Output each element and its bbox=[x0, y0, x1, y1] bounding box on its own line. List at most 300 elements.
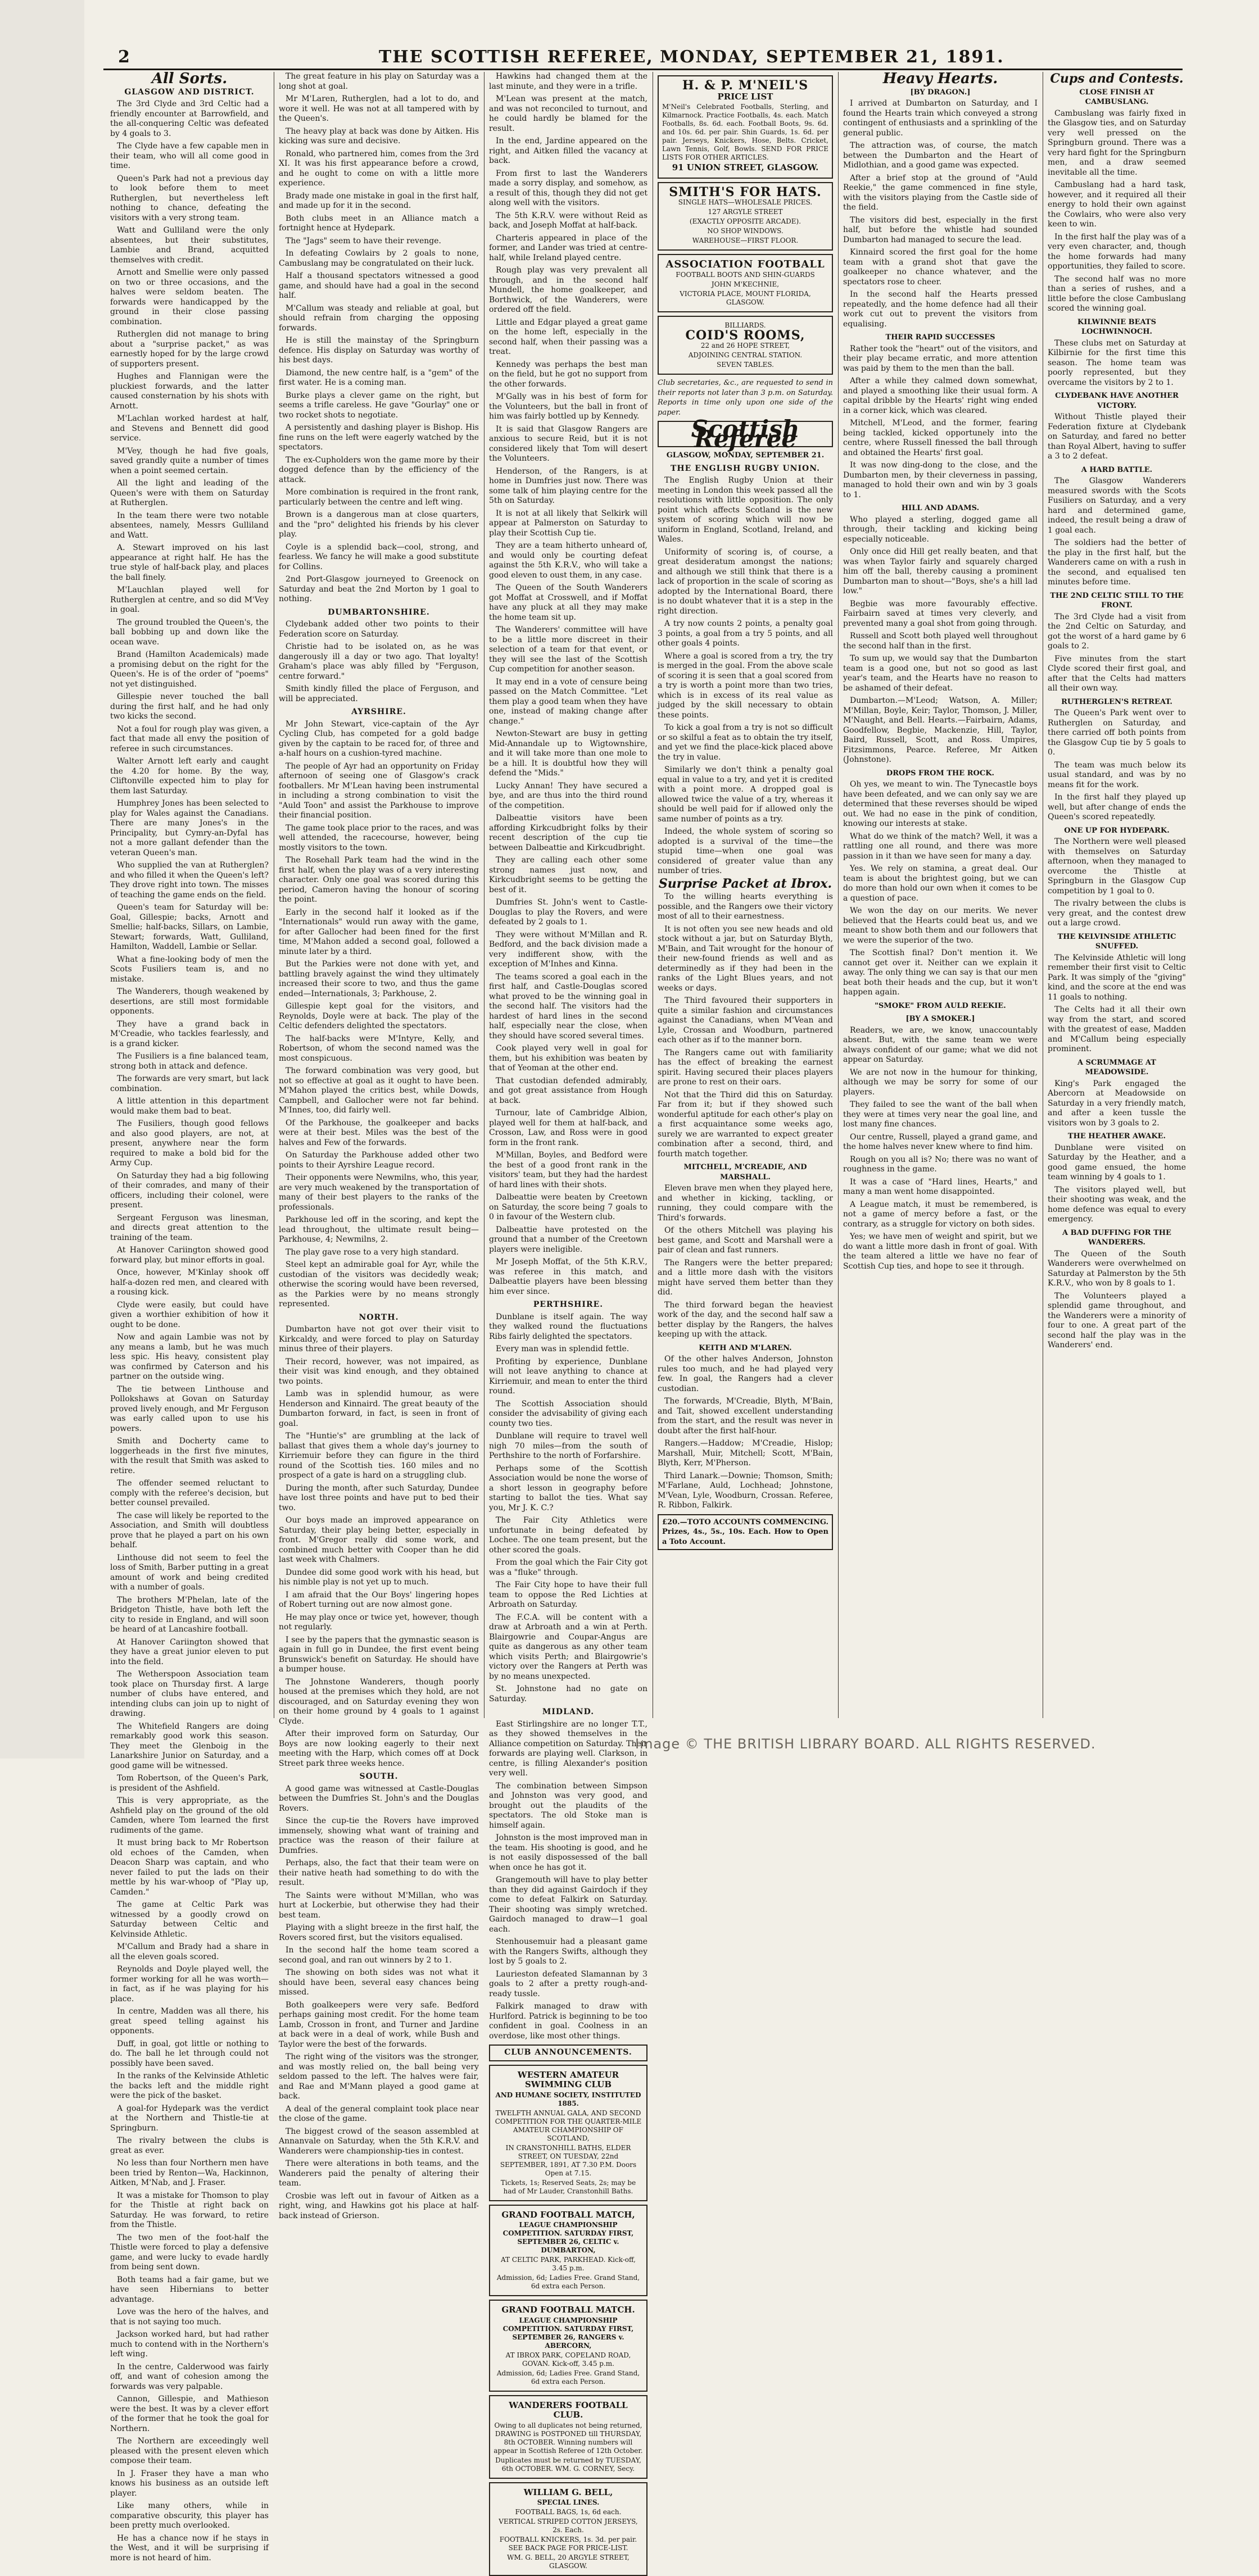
paragraph: Crosbie was left out in favour of Aitken as a right, wing, and Hawkins got his place at half-back instead of Grierson. bbox=[279, 2192, 479, 2221]
paragraph: Dumbarton have not got over their visit to Kirkcaldy, and were forced to play on Saturday minus three of their players. bbox=[279, 1325, 479, 1355]
paragraph: To kick a goal from a try is not so difficult or so skilful a feat as to obtain the try itself, and yet we find the place-kick placed above the try in value. bbox=[658, 723, 833, 762]
paragraph: He may play once or twice yet, however, though not regularly. bbox=[279, 1613, 479, 1633]
paragraph: In J. Fraser they have a man who knows his business as an outside left player. bbox=[110, 2469, 269, 2499]
paragraph: A deal of the general complaint took place near the close of the game. bbox=[279, 2105, 479, 2124]
lead-article bbox=[658, 476, 833, 876]
paragraph: In defeating Cowlairs by 2 goals to none, Cambuslang may be congratulated on their luck. bbox=[279, 249, 479, 269]
paragraph: A persistently and dashing player is Bishop. His fine runs on the left were eagerly watched by the spectators. bbox=[279, 423, 479, 453]
paragraph: The Wanderers, though weakened by desertions, are still most formidable opponents. bbox=[110, 987, 269, 1017]
paragraph: They were without M'Millan and R. Bedford, and the back division made a very indifferent show, with the exception of M'Inhes and Kinna. bbox=[489, 930, 647, 970]
paragraph: Arnott and Smellie were only passed on two or three occasions, and the halves were seldom beaten. The forwards were handicapped by the ground in their close passing combination. bbox=[110, 268, 269, 327]
paragraph: M'Vey, though he had five goals, saved grandly quite a number of times when a point seemed certain. bbox=[110, 447, 269, 476]
paragraph: Grangemouth will have to play better than they did against Gairdoch if they come to defeat Falkirk on Saturday. Their shooting was simply wretched. Gairdoch managed to draw—1 goal each. bbox=[489, 1875, 647, 1934]
mneil-price-list-ad: H. & P. M'NEIL'S PRICE LIST M'Neil's Celebrated Footballs, Sterling, and Kilmarnock. Practice Footballs, 4s. each. Match Footballs, 8s. 6d. each. Football Boots, 9s. 6d. and 10s. 6d. per pair. Shin Guards, 1s. 6d. per pair. Jerseys, Knickers, Hose, Belts. Cricket, Lawn Tennis, Golf, Bowls. SEND FOR PRICE LISTS FOR OTHER ARTICLES. 91 UNION STREET, GLASGOW. bbox=[658, 75, 833, 179]
paragraph: The Clyde have a few capable men in their team, who will all come good in time. bbox=[110, 142, 269, 171]
column-cups-and-contests bbox=[1048, 72, 1186, 1718]
subheading: THE 2ND CELTIC STILL TO THE FRONT. bbox=[1048, 591, 1186, 611]
paragraph: Diamond, the new centre half, is a "gem" of the first water. He is a coming man. bbox=[279, 369, 479, 388]
ad-line: ADJOINING CENTRAL STATION. bbox=[662, 351, 828, 360]
ad-subheading: AND HUMANE SOCIETY, INSTITUTED 1885. bbox=[493, 2091, 643, 2108]
paragraph: Humphrey Jones has been selected to play for Wales against the Canadians. There are many Jones's in the Principality, but Cymry-an-Dyfal has not a more gallant defender than the veteran Queen's man. bbox=[110, 799, 269, 858]
ad-heading: WILLIAM G. BELL, bbox=[493, 2488, 643, 2498]
paragraph: They are calling each other some strong names just now, and Kirkcudbright seems to be getting the best of it. bbox=[489, 856, 647, 895]
paragraph: The Queen of the South Wanderers were overwhelmed on Saturday at Palmerston by the 5th K.R.V., who won by 8 goals to 1. bbox=[1048, 1250, 1186, 1289]
club-announcement-ad bbox=[489, 2300, 647, 2392]
association-football-ad: ASSOCIATION FOOTBALL FOOTBALL BOOTS AND SHIN-GUARDS JOHN M'KECHNIE, VICTORIA PLACE, MOUNT FLORIDA, GLASGOW. bbox=[658, 254, 833, 312]
paragraph: Both teams had a fair game, but we have seen Hibernians to better advantage. bbox=[110, 2275, 269, 2305]
smiths-hats-ad: SMITH'S FOR HATS. SINGLE HATS—WHOLESALE PRICES. 127 ARGYLE STREET (EXACTLY OPPOSITE ARCADE). NO SHOP WINDOWS. WAREHOUSE—FIRST FLOOR. bbox=[658, 182, 833, 251]
paragraph: Clyde were easily, but could have given a worthier exhibition of how it ought to be done. bbox=[110, 1301, 269, 1330]
paragraph: It was a case of "Hard lines, Hearts," and many a man went home disappointed. bbox=[843, 1178, 1038, 1197]
paragraph: Brady made one mistake in goal in the first half, and made up for it in the second. bbox=[279, 192, 479, 211]
subheading: DUMBARTONSHIRE. bbox=[279, 608, 479, 618]
paragraph: Not a foul for rough play was given, a fact that made all envy the position of referee in such circumstances. bbox=[110, 725, 269, 755]
paragraph: The rivalry between the clubs is very great, and the contest drew out a large crowd. bbox=[1048, 899, 1186, 929]
paragraph: Clydebank added other two points to their Federation score on Saturday. bbox=[279, 620, 479, 639]
paragraph: More combination is required in the front rank, particularly between the centre and left wing. bbox=[279, 488, 479, 507]
paragraph: Of the Parkhouse, the goalkeeper and backs were at their best. Miles was the best of the halves and Few of the forwards. bbox=[279, 1119, 479, 1148]
paragraph: All the light and leading of the Queen's were with them on Saturday at Rutherglen. bbox=[110, 479, 269, 508]
section-heading: Heavy Hearts. bbox=[843, 74, 1038, 84]
paragraph: Cambuslang was fairly fixed in the Glasgow ties, and on Saturday very well pressed on the Springburn ground. There was a very hard fight for the Springburn men, and a draw seemed inevitable all the time. bbox=[1048, 109, 1186, 178]
subheading: DROPS FROM THE ROCK. bbox=[843, 769, 1038, 779]
paragraph: To sum up, we would say that the Dumbarton team is a good one, but not so good as last year's team, and the Hearts have no reason to be ashamed of their defeat. bbox=[843, 654, 1038, 693]
paragraph: It must bring back to Mr Robertson old echoes of the Camden, when Deacon Sharp was captain, and who never failed to put the lads on their mettle by his war-whoop of "Play up, Camden." bbox=[110, 1838, 269, 1897]
paragraph: Cannon, Gillespie, and Mathieson were the best. It was by a clever effort of the former that he took the goal for Northern. bbox=[110, 2395, 269, 2434]
paragraph: M'Lean was present at the match, and was not reconciled to turnout, and he could hardly be blamed for the result. bbox=[489, 94, 647, 134]
paragraph: On Saturday they had a big following of their comrades, and many of their officers, including their colonel, were present. bbox=[110, 1171, 269, 1211]
paragraph: This is very appropriate, as the Ashfield play on the ground of the old Camden, where Tom learned the first rudiments of the game. bbox=[110, 1796, 269, 1836]
paragraph: Mr Joseph Moffat, of the 5th K.R.V., was referee in this match, and Dalbeattie players have been blessing him ever since. bbox=[489, 1257, 647, 1297]
ad-heading: WANDERERS FOOTBALL CLUB. bbox=[493, 2401, 643, 2420]
paragraph: Stenhousemuir had a pleasant game with the Rangers Swifts, although they lost by 5 goals to 2. bbox=[489, 1937, 647, 1967]
paragraph: Cambuslang had a hard task, however, and it required all their energy to hold their own against the Cowlairs, who were also very keen to win. bbox=[1048, 180, 1186, 230]
paragraph: Perhaps some of the Scottish Association would be none the worse of a short lesson in geography before starting to ballot the ties. What say you, Mr J. K. C.? bbox=[489, 1464, 647, 1514]
club-announcement-ad bbox=[489, 2482, 647, 2576]
paragraph: Henderson, of the Rangers, is at home in Dumfries just now. There was some talk of him playing centre for the 5th on Saturday. bbox=[489, 467, 647, 506]
article-body bbox=[279, 620, 479, 704]
paragraph: Hawkins had changed them at the last minute, and they were in a trifle. bbox=[489, 72, 647, 92]
paragraph: The 3rd Clyde had a visit from the 2nd Celtic on Saturday, and got the worst of a hard game by 6 goals to 2. bbox=[1048, 612, 1186, 652]
paragraph: The Northern were well pleased with themselves on Saturday afternoon, when they managed to overcome the Thistle at Springburn in the Glasgow Cup competition by 1 goal to 0. bbox=[1048, 837, 1186, 896]
paragraph: Love was the hero of the halves, and that is not saying too much. bbox=[110, 2307, 269, 2327]
paragraph: The forward combination was very good, but not so effective at goal as it ought to have been. M'Mahon played the critics best, while Dowds, Campbell, and Gallocher were not far behind. M'Innes, too, did fairly well. bbox=[279, 1066, 479, 1116]
ad-line: VERTICAL STRIPED COTTON JERSEYS, 2s. Each. bbox=[493, 2518, 643, 2534]
column-3 bbox=[489, 72, 647, 1718]
ad-line: Duplicates must be returned by TUESDAY, 6th OCTOBER. WM. G. CORNEY, Secy. bbox=[493, 2456, 643, 2473]
ad-subheading: LEAGUE CHAMPIONSHIP COMPETITION. SATURDAY FIRST, SEPTEMBER 26, RANGERS v. ABERCORN, bbox=[493, 2316, 643, 2350]
issue-dateline: GLASGOW, MONDAY, SEPTEMBER 21. bbox=[658, 451, 833, 461]
paragraph: The visitors did best, especially in the first half, but before the whistle had sounded Dumbarton had managed to secure the lead. bbox=[843, 216, 1038, 246]
ad-line: NO SHOP WINDOWS. bbox=[662, 227, 828, 235]
paragraph: Uniformity of scoring is, of course, a great desideratum amongst the nations; and although we still think that there is a lack of proportion in the scale of scoring as adopted by the International Board, there is no doubt whatever that it is a step in the right direction. bbox=[658, 548, 833, 617]
subheading: THEIR RAPID SUCCESSES bbox=[843, 333, 1038, 343]
paragraph: Playing with a slight breeze in the first half, the Rovers scored first, but the visitors equalised. bbox=[279, 1923, 479, 1943]
section-heading: All Sorts. bbox=[110, 74, 269, 84]
paragraph: The 5th K.R.V. were without Reid as back, and Joseph Moffat at half-back. bbox=[489, 211, 647, 231]
paragraph: Our centre, Russell, played a grand game, and the home halves never knew where to find him. bbox=[843, 1133, 1038, 1152]
paragraph: Begbie was more favourably effective. Fairbairn saved at times very cleverly, and prevented many a goal shot from going through. bbox=[843, 599, 1038, 629]
paragraph: Johnston is the most improved man in the team. His shooting is good, and he is not easily dispossessed of the ball when once he has got it. bbox=[489, 1833, 647, 1873]
paragraph: In centre, Madden was all there, his great speed telling against his opponents. bbox=[110, 2007, 269, 2037]
paragraph: The forwards are very smart, but lack combination. bbox=[110, 1074, 269, 1094]
paragraph: The brothers M'Phelan, late of the Bridgeton Thistle, have both left the city to reside in England, and will soon be heard of at Lancashire football. bbox=[110, 1596, 269, 1635]
paragraph: The offender seemed reluctant to comply with the referee's decision, but better counsel prevailed. bbox=[110, 1479, 269, 1509]
paragraph: Falkirk managed to draw with Hurlford. Patrick is beginning to be too confident in goal. Coolness in an overdose, like most other things. bbox=[489, 2002, 647, 2041]
paragraph: Dunblane were visited on Saturday by the Heather, and a good game ensued, the home team winning by 4 goals to 1. bbox=[1048, 1143, 1186, 1183]
paragraph: On Saturday the Parkhouse added other two points to their Ayrshire League record. bbox=[279, 1151, 479, 1170]
article-body bbox=[279, 72, 479, 605]
paragraph: Oh yes, we meant to win. The Tynecastle boys have been defeated, and we can only say we are determined that these reverses should be wiped out. We had no ease in the pink of condition, knowing our interests at stake. bbox=[843, 780, 1038, 829]
club-announcement-ad bbox=[489, 2395, 647, 2479]
paragraph: The rivalry between the clubs is great as ever. bbox=[110, 2136, 269, 2156]
paragraph: A try now counts 2 points, a penalty goal 3 points, a goal from a try 5 points, and all other goals 4 points. bbox=[658, 619, 833, 649]
paragraph: Dunblane will require to travel well nigh 70 miles—from the south of Perthshire to the north of Forfarshire. bbox=[489, 1432, 647, 1461]
paragraph: M'Lachlan worked hardest at half, and Stevens and Bennett did good service. bbox=[110, 414, 269, 444]
subheading: A SCRUMMAGE AT MEADOWSIDE. bbox=[1048, 1058, 1186, 1078]
paragraph: The F.C.A. will be content with a draw at Arbroath and a win at Perth. Blairgowrie and Coupar-Angus are quite as dangerous as any other team which visits Perth; and Blairgowrie's victory over the Rangers at Perth was by no means unexpected. bbox=[489, 1613, 647, 1682]
paragraph: Dumfries St. John's went to Castle-Douglas to play the Rovers, and were defeated by 2 goals to 1. bbox=[489, 898, 647, 928]
paragraph: The Rosehall Park team had the wind in the first half, when the play was of a very interesting character. Only one goal was scored during this period, Cameron having the honour of scoring the point. bbox=[279, 856, 479, 905]
paragraph: Newton-Stewart are busy in getting Mid-Annandale up to Wigtownshire, and it will take more than one mole to be a hill. It is doubtful how they will defend the "Mids." bbox=[489, 729, 647, 779]
paragraph: But the Parkies were not done with yet, and battling bravely against the wind they ultimately increased their score to two, and thus the game ended—Internationals, 3; Parkhouse, 2. bbox=[279, 960, 479, 999]
paragraph: Gillespie never touched the ball during the first half, and he had only two kicks the second. bbox=[110, 692, 269, 722]
paragraph: M'Callum and Brady had a share in all the eleven goals scored. bbox=[110, 1942, 269, 1962]
paragraph: No less than four Northern men have been tried by Renton—Wa, Hackinnon, Aitken, M'Nab, and J. Fraser. bbox=[110, 2159, 269, 2188]
article-body bbox=[658, 892, 833, 1159]
paragraph: Who played a sterling, dogged game all through, their tackling and kicking being especially noticeable. bbox=[843, 515, 1038, 545]
byline: [BY DRAGON.] bbox=[843, 88, 1038, 98]
article-body bbox=[489, 1312, 647, 1705]
column-4 bbox=[658, 72, 833, 1718]
paragraph: Both clubs meet in an Alliance match a fortnight hence at Hydepark. bbox=[279, 214, 479, 234]
paragraph: The attraction was, of course, the match between the Dumbarton and the Heart of Midlothian, and a good game was expected. bbox=[843, 141, 1038, 171]
paragraph: Jackson worked hard, but had rather much to contend with in the Northern's left wing. bbox=[110, 2330, 269, 2360]
paragraph: The Queen's Park went over to Rutherglen on Saturday, and there carried off both points from the Glasgow Cup tie by 5 goals to 0. bbox=[1048, 708, 1186, 758]
article-body bbox=[843, 780, 1038, 998]
paragraph: The ground troubled the Queen's, the ball bobbing up and down like the ocean wave. bbox=[110, 618, 269, 648]
paragraph: Dalbeattie visitors have been affording Kirkcudbright folks by their recent description of the cup tie between Dalbeattie and Kirkcudbright. bbox=[489, 814, 647, 853]
ad-line: (EXACTLY OPPOSITE ARCADE). bbox=[662, 217, 828, 226]
ad-line: 127 ARGYLE STREET bbox=[662, 208, 828, 216]
subheading: A HARD BATTLE. bbox=[1048, 465, 1186, 475]
paragraph: The 3rd Clyde and 3rd Celtic had a friendly encounter at Barrowfield, and the all-conquering Celtic was defeated by 4 goals to 3. bbox=[110, 99, 269, 139]
article-body bbox=[658, 1184, 833, 1340]
ad-line: VICTORIA PLACE, MOUNT FLORIDA, GLASGOW. bbox=[662, 290, 828, 307]
subheading: THE KELVINSIDE ATHLETIC SNUFFED. bbox=[1048, 932, 1186, 952]
paragraph: The Scottish final? Don't mention it. We cannot get over it. Neither can we explain it away. The only thing we can say is that our men beat both their heads and the cup, but it won't happen again. bbox=[843, 948, 1038, 998]
paragraph: M'Callum was steady and reliable at goal, but should refrain from charging the opposing forwards. bbox=[279, 304, 479, 334]
article-body bbox=[658, 1355, 833, 1511]
paragraph: Eleven brave men when they played here, and whether in kicking, tackling, or running, they could compare with the Third's forwards. bbox=[658, 1184, 833, 1223]
article-body bbox=[279, 1325, 479, 1769]
paragraph: Similarly we don't think a penalty goal equal in value to a try, and yet it is credited with a point more. A dropped goal is allowed twice the value of a try, whereas it should be well paid for if allowed only the same number of points as a try. bbox=[658, 765, 833, 824]
club-announcement-ad bbox=[489, 2205, 647, 2297]
column-rule bbox=[838, 72, 839, 1718]
paragraph: Mr M'Laren, Rutherglen, had a lot to do, and wore it well. He was not at all tampered with by the Queen's. bbox=[279, 94, 479, 124]
paragraph: Of the others Mitchell was playing his best game, and Scott and Marshall were a pair of clean and fast runners. bbox=[658, 1226, 833, 1256]
subheading: MIDLAND. bbox=[489, 1707, 647, 1718]
paragraph: Kennedy was perhaps the best man on the field, but he got no support from the other forwards. bbox=[489, 360, 647, 390]
paragraph: The third forward began the heaviest work of the day, and the second half saw a better display by the Rangers, the halves keeping up with the attack. bbox=[658, 1301, 833, 1340]
paragraph: Hughes and Flannigan were the pluckiest forwards, and the latter caused consternation by his shots with Arnott. bbox=[110, 372, 269, 411]
subheading: "SMOKE" FROM AULD REEKIE. bbox=[843, 1001, 1038, 1011]
subheading: NORTH. bbox=[279, 1313, 479, 1323]
paragraph: Dalbeattie were beaten by Creetown on Saturday, the score being 7 goals to 0 in favour of the Western club. bbox=[489, 1193, 647, 1223]
ad-line: AT CELTIC PARK, PARKHEAD. Kick-off, 3.45 p.m. bbox=[493, 2256, 643, 2273]
paragraph: In the second half the Hearts pressed repeatedly, and the home defence had all their work cut out to prevent the visitors from equalising. bbox=[843, 290, 1038, 329]
paragraph: At Hanover Cariington showed that they have a great junior eleven to put into the field. bbox=[110, 1638, 269, 1668]
paragraph: Turnour, late of Cambridge Albion, played well for them at half-back, and Crosson, Law, and Ross were in good form in the front rank. bbox=[489, 1108, 647, 1148]
paragraph: It may end in a vote of censure being passed on the Match Committee. "Let them play a good team when they have one, instead of making change after change." bbox=[489, 678, 647, 727]
paragraph: I see by the papers that the gymnastic season is again in full go in Dundee, the first event being Brunswick's benefit on Saturday. He should have a bumper house. bbox=[279, 1635, 479, 1675]
paragraph: Reynolds and Doyle played well, the former working for all he was worth—in fact, as if he was playing for his place. bbox=[110, 1965, 269, 2004]
paragraph: In the first half the play was of a very even character, and, though the home forwards had many opportunities, they failed to score. bbox=[1048, 233, 1186, 272]
paragraph: From first to last the Wanderers made a sorry display, and somehow, as a result of this, though they did not get along well with the visitors. bbox=[489, 169, 647, 208]
paragraph: The soldiers had the better of the play in the first half, but the Wanderers came on with a rush in the second, and equalised ten minutes before time. bbox=[1048, 538, 1186, 588]
nameplate: Scottish Referee bbox=[658, 421, 833, 447]
article-body bbox=[843, 1026, 1038, 1272]
ad-line: WM. G. BELL, 20 ARGYLE STREET, GLASGOW. bbox=[493, 2554, 643, 2570]
paragraph: Watt and Gulliland were the only absentees, but their substitutes, Lambie and Brand, acquitted themselves with credit. bbox=[110, 226, 269, 265]
paragraph: Dundee did some good work with his head, but his nimble play is not yet up to much. bbox=[279, 1568, 479, 1588]
paragraph: The Celts had it all their own way from the start, and scored with the greatest of ease, Madden and M'Callum being especially prominent. bbox=[1048, 1005, 1186, 1055]
paragraph: Of the other halves Anderson, Johnston rules too much, and he had played very few. In goal, the Rangers had a clever custodian. bbox=[658, 1355, 833, 1394]
subheading: KILWINNIE BEATS LOCHWINNOCH. bbox=[1048, 317, 1186, 337]
paragraph: The Whitefield Rangers are doing remarkably good work this season. They meet the Glenboig in the Lanarkshire Junior on Saturday, and a good game will be witnessed. bbox=[110, 1722, 269, 1771]
paragraph: Yes. We rely on stamina, a great deal. Our team is about the brightest going, but we can do more than hold our own when it comes to be a question of pace. bbox=[843, 864, 1038, 903]
paragraph: Rutherglen did not manage to bring about a "surprise packet," as was earnestly hoped for by the large crowd of supporters present. bbox=[110, 330, 269, 369]
paragraph: The heavy play at back was done by Aitken. His kicking was sure and decisive. bbox=[279, 127, 479, 147]
column-all-sorts bbox=[110, 72, 269, 1718]
paragraph: It was a mistake for Thomson to play for the Thistle at right back on Saturday. He was forward, to retire from the Thistle. bbox=[110, 2191, 269, 2230]
paragraph: They have a grand back in M'Creadie, who tackles fearlessly, and is a grand kicker. bbox=[110, 1020, 269, 1050]
paragraph: Brand (Hamilton Academicals) made a promising debut on the right for the Queen's. He is of the order of "poems" not yet distinguished. bbox=[110, 650, 269, 689]
paragraph: Dumbarton.—M'Leod; Watson, A. Miller; M'Millan, Boyle, Keir; Taylor, Thomson, J. Miller, M'Naught, and Bell. Hearts.—Fairbairn, Adams, Goodfellow, Begbie, Mackenzie, Hill, Taylor, Baird, Russell, Scott, and Ross. Umpires, Fitzsimmons, Pearce. Referee, Mr Aitken (Johnstone). bbox=[843, 696, 1038, 765]
paragraph: Every man was in splendid fettle. bbox=[489, 1344, 647, 1355]
paragraph: It is said that Glasgow Rangers are anxious to secure Reid, but it is not considered likely that Tom will desert the Volunteers. bbox=[489, 425, 647, 464]
paragraph: The Queen of the South Wanderers got Moffat at Crosswell, and if Moffat have any pluck at all they may make the home team sit up. bbox=[489, 583, 647, 623]
paragraph: Their opponents were Newmilns, who, this year, are very much weakened by the transportation of many of their best players to the ranks of the professionals. bbox=[279, 1173, 479, 1212]
ad-line: Admission, 6d; Ladies Free. Grand Stand, 6d extra each Person. bbox=[493, 2369, 643, 2386]
paragraph: The English Rugby Union at their meeting in London this week passed all the resolutions with little opposition. The only point which affects Scotland is the new system of scoring which will now be uniform in England, Scotland, Ireland, and Wales. bbox=[658, 476, 833, 545]
paragraph: Burke plays a clever game on the right, but seems a trifle careless. He gave "Gourlay" one or two rocket shots to negotiate. bbox=[279, 391, 479, 421]
newspaper-title: THE SCOTTISH REFEREE, bbox=[379, 47, 654, 67]
subheading: PERTHSHIRE. bbox=[489, 1300, 647, 1310]
paragraph: It was now ding-dong to the close, and the Dumbarton men, by their cleverness in passing, managed to hold their own and win by 3 goals to 1. bbox=[843, 461, 1038, 500]
paragraph: Walter Arnott left early and caught the 4.20 for home. By the way, Cliftonville expected him to play for them last Saturday. bbox=[110, 757, 269, 796]
page-number: 2 bbox=[118, 47, 130, 67]
paragraph: Perhaps, also, the fact that their team were on their native heath had something to do with the result. bbox=[279, 1859, 479, 1888]
paragraph: The ex-Cupholders won the game more by their dogged defence than by the efficiency of the attack. bbox=[279, 456, 479, 485]
paragraph: It is not at all likely that Selkirk will appear at Palmerston on Saturday to play their Scottish Cup tie. bbox=[489, 509, 647, 539]
paragraph: Cook played very well in goal for them, but his exhibition was beaten by that of Yeoman at the other end. bbox=[489, 1044, 647, 1074]
paragraph: Queen's team for Saturday will be: Goal, Gillespie; backs, Arnott and Smellie; half-backs, Sillars, on Lambie, Stewart; forwards, Watt, Gulliland, Hamilton, Waddell, Lambie or Sellar. bbox=[110, 903, 269, 952]
paragraph: Charteris appeared in place of the former, and Lander was tried at centre-half, while Ireland played centre. bbox=[489, 234, 647, 263]
paragraph: A. Stewart improved on his last appearance at right half. He has the true style of half-back play, and places the ball finely. bbox=[110, 543, 269, 583]
paragraph: Since the cup-tie the Rovers have improved immensely, showing what want of training and practice was the reason of their failure at Dumfries. bbox=[279, 1816, 479, 1856]
section-heading: Cups and Contests. bbox=[1048, 74, 1186, 84]
ad-heading: GRAND FOOTBALL MATCH. bbox=[493, 2305, 643, 2315]
paragraph: Linthouse did not seem to feel the loss of Smith, Barber putting in a great amount of work and being credited with a number of goals. bbox=[110, 1553, 269, 1593]
column-heavy-hearts bbox=[843, 72, 1038, 1718]
paragraph: Rough play was very prevalent all through, and in the second half Mundell, the home goalkeeper, and Borthwick, of the Wanderers, were ordered off the field. bbox=[489, 266, 647, 315]
ad-line: AT IBROX PARK, COPELAND ROAD, GOVAN. Kick-off, 3.45 p.m. bbox=[493, 2351, 643, 2368]
ad-line: Admission, 6d; Ladies Free. Grand Stand, 6d extra each Person. bbox=[493, 2274, 643, 2291]
subheading: THE HEATHER AWAKE. bbox=[1048, 1132, 1186, 1142]
paragraph: The Third favoured their supporters in quite a similar fashion and circumstances against the Canadians, when M'Vean and Lyle, Crossan and Woodburn, partnered each other as if to the manner born. bbox=[658, 996, 833, 1046]
paragraph: After a brief stop at the ground of "Auld Reekie," the game commenced in fine style, with the visitors playing from the Castle side of the field. bbox=[843, 174, 1038, 213]
page-edge bbox=[0, 0, 84, 1759]
paragraph: He has a chance now if he stays in the West, and it will be surprising if more is not heard of him. bbox=[110, 2534, 269, 2564]
paragraph: Early in the second half it looked as if the "Internationals" would run away with the game, for after Gallocher had been fined for the first time, M'Mahon added a second goal, followed a minute later by a third. bbox=[279, 908, 479, 957]
paragraph: In the first half they played up well, but after change of ends the Queen's scored repeatedly. bbox=[1048, 793, 1186, 823]
paragraph: Duff, in goal, got little or nothing to do. The ball he let through could not possibly have been saved. bbox=[110, 2039, 269, 2069]
paragraph: Dalbeattie have protested on the ground that a number of the Creetown players were ineligible. bbox=[489, 1225, 647, 1255]
article-body bbox=[489, 72, 647, 1297]
paragraph: After a while they calmed down somewhat, and played a smoothing like their usual form. A capital dribble by the Hearts' right wing ended in a corner kick, which was cleared. bbox=[843, 376, 1038, 416]
paragraph: Russell and Scott both played well throughout the second half than in the first. bbox=[843, 631, 1038, 651]
ad-line: WAREHOUSE—FIRST FLOOR. bbox=[662, 237, 828, 245]
paragraph: Rangers.—Haddow; M'Creadie, Hislop; Marshall, Muir, Mitchell; Scott, M'Bain, Blyth, Kerr, M'Pherson. bbox=[658, 1439, 833, 1469]
article-body bbox=[279, 1784, 479, 2221]
ad-line: SINGLE HATS—WHOLESALE PRICES. bbox=[662, 198, 828, 207]
club-announcement-ad bbox=[489, 2065, 647, 2201]
ad-line: 22 and 26 HOPE STREET, bbox=[662, 342, 828, 350]
ad-line: IN CRANSTONHILL BATHS, ELDER STREET, ON TUESDAY, 22nd SEPTEMBER, 1891, AT 7.30 P.M. Doors Open at 7.15. bbox=[493, 2144, 643, 2178]
paragraph: The tie between Linthouse and Pollokshaws at Govan on Saturday proved lively enough, and Mr Ferguson was early called upon to use his powers. bbox=[110, 1385, 269, 1434]
paragraph: During the month, after such Saturday, Dundee have lost three points and have put to bed their two. bbox=[279, 1484, 479, 1514]
article-body bbox=[489, 1720, 647, 2042]
surprise-heading: Surprise Packet at Ibrox. bbox=[658, 879, 833, 889]
paragraph: It is not often you see new heads and old stock without a jar, but on Saturday Blyth, M'Bain, and Tait wrought for the honour of their new-found friends as well and as determinedly as if they had been in the ranks of the Light Blues years, and not weeks or days. bbox=[658, 925, 833, 994]
paragraph: M'Millan, Boyles, and Bedford were the best of a good front rank in the visitors' team, but they had the hardest of hard lines with their shots. bbox=[489, 1151, 647, 1190]
subheading: ONE UP FOR HYDEPARK. bbox=[1048, 826, 1186, 836]
paragraph: What a fine-looking body of men the Scots Fusiliers team is, and no mistake. bbox=[110, 955, 269, 985]
paragraph: Lucky Annan! They have secured a bye, and are thus into the third round of the competition. bbox=[489, 782, 647, 811]
subheading: SOUTH. bbox=[279, 1772, 479, 1782]
paragraph: Where a goal is scored from a try, the try is merged in the goal. From the above scale of scoring it is seen that a goal scored from a try is worth a point more than two tries, which is in excess of its real value as judged by the skill necessary to obtain these points. bbox=[658, 652, 833, 721]
paragraph: The visitors played well, but their shooting was weak, and the home defence was equal to every emergency. bbox=[1048, 1185, 1186, 1225]
ad-line: JOHN M'KECHNIE, bbox=[662, 280, 828, 289]
ad-line: Owing to all duplicates not being returned, DRAWING is POSTPONED till THURSDAY, 8th OCTOBER. Winning numbers will appear in Scottish Referee of 12th October. bbox=[493, 2421, 643, 2455]
paragraph: Only once did Hill get really beaten, and that was when Taylor fairly and squarely charged him off the ball, thereby causing a prominent Dumbarton man to shout—"Boys, she's a hill lad low." bbox=[843, 547, 1038, 597]
paragraph: The Saints were without M'Millan, who was hurt at Lockerbie, but otherwise they had their best team. bbox=[279, 1891, 479, 1921]
ad-line: FOOTBALL KNICKERS, 1s. 3d. per pair. SEE BACK PAGE FOR PRICE-LIST. bbox=[493, 2536, 643, 2552]
paragraph: The Fusiliers, though good fellows and also good players, are not, at present, anywhere near the form required to make a bold bid for the Army Cup. bbox=[110, 1119, 269, 1169]
paragraph: In the team there were two notable absentees, namely, Messrs Gulliland and Watt. bbox=[110, 511, 269, 541]
ad-subheading: LEAGUE CHAMPIONSHIP COMPETITION. SATURDAY FIRST, SEPTEMBER 26, CELTIC v. DUMBARTON, bbox=[493, 2221, 643, 2255]
paragraph: Both goalkeepers were very safe. Bedford perhaps gaining most credit. For the home team Lamb, Crosson in front, and Turner and Jardine at back were in a deal of work, while Bush and Taylor were the best of the forwards. bbox=[279, 2001, 479, 2050]
ad-heading: WESTERN AMATEUR SWIMMING CLUB bbox=[493, 2070, 643, 2090]
paragraph: The Kelvinside Athletic will long remember their first visit to Celtic Park. It was simply of the "giving" kind, and the score at the end was 11 goals to nothing. bbox=[1048, 953, 1186, 1003]
subheading: MITCHELL, M'CREADIE, AND MARSHALL. bbox=[658, 1162, 833, 1182]
paragraph: The game took place prior to the races, and was well attended, the racecourse, however, being mostly visitors to the town. bbox=[279, 824, 479, 853]
paragraph: The two men of the foot-half the Thistle were forced to play a defensive game, and were lucky to evade hardly from being sent down. bbox=[110, 2233, 269, 2273]
paragraph: Rough on you all is? No; there was no want of roughness in the game. bbox=[843, 1155, 1038, 1175]
column-2 bbox=[279, 72, 479, 1718]
club-announcements-heading: CLUB ANNOUNCEMENTS. bbox=[489, 2045, 647, 2061]
paragraph: Rather took the "heart" out of the visitors, and their play became erratic, and more attention was paid by them to the men than the ball. bbox=[843, 344, 1038, 374]
paragraph: The forwards, M'Creadie, Blyth, M'Bain, and Tait, showed excellent understanding from the start, and the result was never in doubt after the first half-hour. bbox=[658, 1397, 833, 1436]
paragraph: Christie had to be isolated on, as he was dangerously ill a day or two ago. That loyalty! Graham's place was ably filled by "Ferguson, centre forward." bbox=[279, 642, 479, 682]
paragraph: He is still the mainstay of the Springburn defence. His display on Saturday was worthy of his best days. bbox=[279, 336, 479, 366]
paragraph: Gillespie kept goal for the visitors, and Reynolds, Doyle were at back. The play of the Celtic defenders delighted the spectators. bbox=[279, 1002, 479, 1032]
paragraph: Lamb was in splendid humour, as were Henderson and Kinnaird. The great beauty of the Dumbarton forward, in fact, is seen in front of goal. bbox=[279, 1389, 479, 1429]
ad-line: FOOTBALL BAGS, 1s, 6d each. bbox=[493, 2508, 643, 2516]
ad-line: FOOTBALL BOOTS AND SHIN-GUARDS bbox=[662, 271, 828, 279]
subheading: CLOSE FINISH AT CAMBUSLANG. bbox=[1048, 88, 1186, 107]
subheading: KEITH AND M'LAREN. bbox=[658, 1343, 833, 1353]
paragraph: Once, however, M'Kinlay shook off half-a-dozen red men, and cleared with a rousing kick. bbox=[110, 1268, 269, 1298]
paragraph: Readers, we are, we know, unaccountably absent. But, with the same team we were always confident of our game; what we did not appear on Saturday. bbox=[843, 1026, 1038, 1065]
subheading: RUTHERGLEN'S RETREAT. bbox=[1048, 697, 1186, 707]
paragraph: Ronald, who partnered him, comes from the 3rd XI. It was his first appearance before a crowd, and he ought to come on with a little more experience. bbox=[279, 149, 479, 189]
paragraph: Smith and Docherty came to loggerheads in the first five minutes, with the result that Smith was asked to retire. bbox=[110, 1437, 269, 1476]
club-ads bbox=[489, 2065, 647, 2576]
paragraph: Five minutes from the start Clyde scored their first goal, and after that the Celts had matters all their own way. bbox=[1048, 655, 1186, 694]
paragraph: Queen's Park had not a previous day to look before them to meet Rutherglen, but nevertheless left nothing to chance, defeating the visitors with a very strong team. bbox=[110, 174, 269, 224]
paragraph: Who supplied the van at Rutherglen? and who filled it when the Queen's left? They drove right into town. The misses of teaching the game ends on the field. bbox=[110, 861, 269, 900]
subheading: AYRSHIRE. bbox=[279, 707, 479, 717]
paragraph: A goal-for Hydepark was the verdict at the Northern and Thistle-tie at Springburn. bbox=[110, 2104, 269, 2134]
article-body bbox=[110, 99, 269, 2563]
paragraph: There were alterations in both teams, and the Wanderers paid the penalty of altering their team. bbox=[279, 2159, 479, 2189]
paragraph: Without Thistle played their Federation fixture at Clydebank on Saturday, and fared no better than Royal Albert, having to suffer a 3 to 2 defeat. bbox=[1048, 412, 1186, 462]
paragraph: Coyle is a splendid back—cool, strong, and fearless. We fancy he will make a good substitute for Collins. bbox=[279, 543, 479, 573]
coids-rooms-ad: BILLIARDS. COID'S ROOMS, 22 and 26 HOPE STREET, ADJOINING CENTRAL STATION. SEVEN TABLES. bbox=[658, 316, 833, 375]
paragraph: Their record, however, was not impaired, as their visit was kind enough, and they obtained two points. bbox=[279, 1357, 479, 1387]
paragraph: The team was much below its usual standard, and was by no means fit for the work. bbox=[1048, 761, 1186, 790]
copyright-notice: Image © THE BRITISH LIBRARY BOARD. ALL RIGHTS RESERVED. bbox=[635, 1736, 1096, 1752]
paragraph: That custodian defended admirably, and got great assistance from Hough at back. bbox=[489, 1076, 647, 1106]
paragraph: The Scottish Association should consider the advisability of giving each county two ties. bbox=[489, 1400, 647, 1429]
paragraph: At Hanover Cariington showed good forward play, but minor efforts in goal. bbox=[110, 1246, 269, 1265]
paragraph: In the second half the home team scored a second goal, and ran out winners by 2 to 1. bbox=[279, 1946, 479, 1965]
paragraph: A good game was witnessed at Castle-Douglas between the Dumfries St. John's and the Douglas Rovers. bbox=[279, 1784, 479, 1814]
ad-heading: GRAND FOOTBALL MATCH, bbox=[493, 2210, 643, 2220]
paragraph: Like many others, while in comparative obscurity, this player has been pretty much overlooked. bbox=[110, 2501, 269, 2531]
paragraph: Parkhouse led off in the scoring, and kept the lead throughout, the ultimate result being—Parkhouse, 4; Newmilns, 2. bbox=[279, 1215, 479, 1245]
paragraph: A little attention in this department would make them bad to beat. bbox=[110, 1097, 269, 1116]
masthead bbox=[103, 46, 1183, 70]
paragraph: The Johnstone Wanderers, though poorly housed at the premises which they hold, are not discouraged, and on Saturday evening they won on their home ground by 4 goals to 1 against Clyde. bbox=[279, 1678, 479, 1727]
paragraph: The game at Celtic Park was witnessed by a goodly crowd on Saturday between Celtic and Kelvinside Athletic. bbox=[110, 1900, 269, 1939]
paragraph: These clubs met on Saturday at Kilbirnie for the first time this season. The home team was poorly represented, but they overcame the visitors by 2 to 1. bbox=[1048, 339, 1186, 388]
paragraph: They are a team hitherto unheard of, and would only be courting defeat against the 5th K.R.V., who will take a good eleven to oust them, in any case. bbox=[489, 541, 647, 580]
paragraph: East Stirlingshire are no longer T.T., as they showed themselves in the Alliance competition on Saturday. Their forwards are playing well. Clarkson, in centre, is filling Alexander's position very well. bbox=[489, 1720, 647, 1779]
paragraph: Laurieston defeated Slamannan by 3 goals to 2 after a pretty rough-and-ready tussle. bbox=[489, 1970, 647, 2000]
subheading: GLASGOW AND DISTRICT. bbox=[110, 88, 269, 98]
paragraph: Steel kept an admirable goal for Ayr, while the custodian of the visitors was decidedly weak; otherwise the scoring would have been reversed, as the Parkies were by no means strongly represented. bbox=[279, 1260, 479, 1310]
paragraph: Kinnaird scored the first goal for the home team with a grand shot that gave the goalkeeper no chance whatever, and the spectators rose to cheer. bbox=[843, 248, 1038, 287]
paragraph: The half-backs were M'Intyre, Kelly, and Robertson, of whom the second named was the most conspicuous. bbox=[279, 1034, 479, 1064]
subheading: HILL AND ADAMS. bbox=[843, 503, 1038, 514]
subheading: CLYDEBANK HAVE ANOTHER VICTORY. bbox=[1048, 391, 1186, 411]
paragraph: I am afraid that the Our Boys' lingering hopes of Robert turning out are now almost gone. bbox=[279, 1591, 479, 1610]
paragraph: The Fusiliers is a fine balanced team, strong both in attack and defence. bbox=[110, 1052, 269, 1071]
paragraph: The Fair City hope to have their full team to oppose the Red Lichties at Arbroath on Saturday. bbox=[489, 1580, 647, 1610]
paragraph: M'Lauchlan played well for Rutherglen at centre, and so did M'Vey in goal. bbox=[110, 585, 269, 615]
paragraph: The play gave rose to a very high standard. bbox=[279, 1248, 479, 1258]
paragraph: Half a thousand spectators witnessed a good game, and should have had a goal in the second half. bbox=[279, 271, 479, 301]
paragraph: The Fair City Athletics were unfortunate in being defeated by Lochee. The one team present, but the other scored the goals. bbox=[489, 1516, 647, 1555]
paragraph: Third Lanark.—Downie; Thomson, Smith; M'Farlane, Auld, Lochhead; Johnstone, M'Vean, Lyle, Woodburn, Crossan. Referee, R. Ribbon, Falkirk. bbox=[658, 1471, 833, 1511]
paragraph: After their improved form on Saturday, Our Boys are now looking eagerly to their next meeting with the Harp, which comes off at Dock Street park three weeks hence. bbox=[279, 1729, 479, 1769]
ad-line: Tickets, 1s; Reserved Seats, 2s; may be had of Mr Lauder, Cranstonhill Baths. bbox=[493, 2179, 643, 2196]
paragraph: The teams scored a goal each in the first half, and Castle-Douglas scored what proved to be the winning goal in the second half. The visitors had the hardest of hard lines in the second half, especially near the close, when they should have scored several times. bbox=[489, 973, 647, 1042]
paragraph: From the goal which the Fair City got was a "fluke" through. bbox=[489, 1558, 647, 1578]
